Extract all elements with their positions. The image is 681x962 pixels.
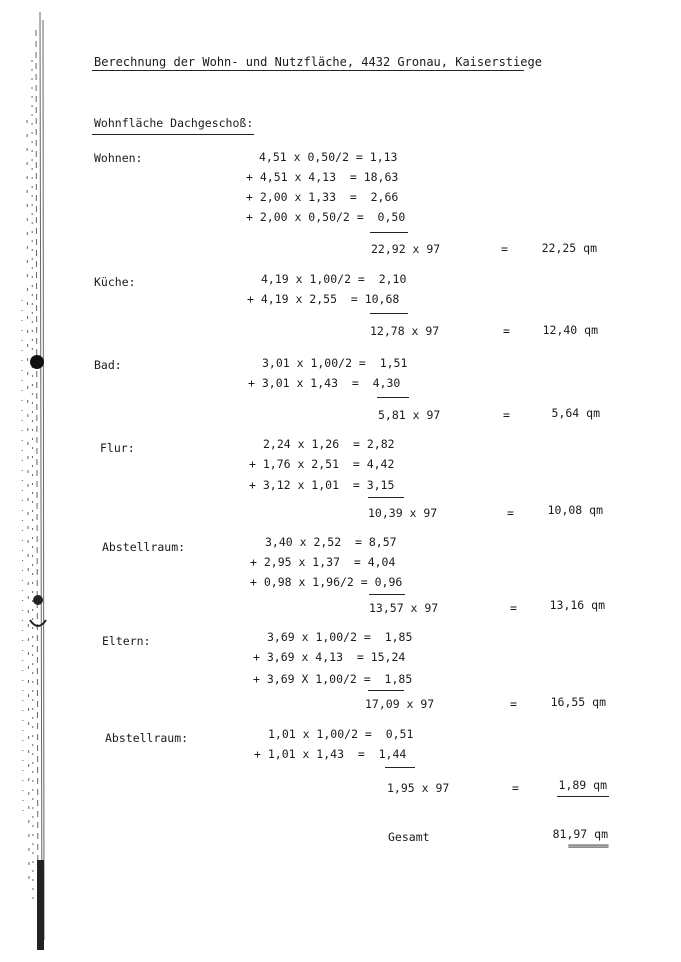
room-label: Bad: — [94, 358, 122, 372]
room-label: Abstellraum: — [102, 540, 186, 554]
total-double-underline: ======== — [567, 841, 608, 852]
calc-line: + 4,19 x 2,55 = 10,68 — [247, 292, 400, 306]
subtotal-underline — [368, 690, 404, 691]
subtotal-underline — [369, 594, 405, 595]
scan-edge-artifact — [0, 0, 48, 962]
subtotal-calc: 13,57 x 97 — [369, 601, 439, 615]
calc-line: 1,01 x 1,00/2 = 0,51 — [268, 727, 414, 741]
equals-sign: = — [503, 408, 510, 422]
calc-line: 4,19 x 1,00/2 = 2,10 — [261, 272, 407, 286]
room-label: Flur: — [100, 441, 135, 455]
last-result-underline — [557, 796, 609, 797]
subtotal-underline — [385, 767, 415, 768]
calc-line: + 2,00 x 0,50/2 = 0,50 — [246, 210, 406, 224]
room-area-result: 1,89 qm — [558, 778, 607, 792]
room-area-result: 16,55 qm — [550, 695, 606, 709]
calc-line: + 2,00 x 1,33 = 2,66 — [246, 190, 399, 204]
room-label: Abstellraum: — [105, 731, 189, 745]
equals-sign: = — [510, 601, 517, 615]
room-area-result: 10,08 qm — [547, 503, 603, 517]
subtotal-underline — [377, 397, 409, 398]
room-area-result: 12,40 qm — [542, 323, 598, 337]
equals-sign: = — [507, 506, 514, 520]
calc-line: 3,40 x 2,52 = 8,57 — [265, 535, 397, 549]
document-title: Berechnung der Wohn- und Nutzfläche, 4432 Gronau, Kaiserstiege — [94, 55, 542, 69]
room-label: Eltern: — [102, 634, 151, 648]
calc-line: 3,01 x 1,00/2 = 1,51 — [262, 356, 408, 370]
subtotal-underline — [370, 313, 408, 314]
subtotal-calc: 10,39 x 97 — [368, 506, 438, 520]
calc-line: 2,24 x 1,26 = 2,82 — [263, 437, 395, 451]
calc-line: + 3,12 x 1,01 = 3,15 — [249, 478, 395, 492]
calc-line: + 3,69 x 4,13 = 15,24 — [253, 650, 406, 664]
equals-sign: = — [510, 697, 517, 711]
room-area-result: 13,16 qm — [549, 598, 605, 612]
total-label: Gesamt — [388, 830, 430, 844]
room-area-result: 5,64 qm — [551, 406, 600, 420]
subtotal-underline — [368, 497, 404, 498]
subtotal-calc: 5,81 x 97 — [378, 408, 441, 422]
calc-line: + 2,95 x 1,37 = 4,04 — [250, 555, 396, 569]
subtotal-calc: 12,78 x 97 — [370, 324, 440, 338]
calc-line: + 1,76 x 2,51 = 4,42 — [249, 457, 395, 471]
section-heading: Wohnfläche Dachgeschoß: — [94, 116, 254, 130]
calc-line: + 1,01 x 1,43 = 1,44 — [254, 747, 407, 761]
room-label: Wohnen: — [94, 151, 143, 165]
equals-sign: = — [512, 781, 519, 795]
subtotal-calc: 22,92 x 97 — [371, 242, 441, 256]
subtotal-calc: 1,95 x 97 — [387, 781, 450, 795]
calc-line: + 3,69 X 1,00/2 = 1,85 — [253, 672, 413, 686]
total-value: 81,97 qm — [552, 827, 608, 841]
room-area-result: 22,25 qm — [541, 241, 597, 255]
subtotal-underline — [370, 232, 408, 233]
title-underline — [92, 70, 524, 71]
room-label: Küche: — [94, 275, 136, 289]
calc-line: 4,51 x 0,50/2 = 1,13 — [259, 150, 398, 164]
calc-line: + 0,98 x 1,96/2 = 0,96 — [250, 575, 403, 589]
section-heading-underline — [92, 134, 254, 135]
equals-sign: = — [503, 324, 510, 338]
calc-line: 3,69 x 1,00/2 = 1,85 — [267, 630, 413, 644]
calc-line: + 3,01 x 1,43 = 4,30 — [248, 376, 401, 390]
equals-sign: = — [501, 242, 508, 256]
calc-line: + 4,51 x 4,13 = 18,63 — [246, 170, 399, 184]
subtotal-calc: 17,09 x 97 — [365, 697, 435, 711]
